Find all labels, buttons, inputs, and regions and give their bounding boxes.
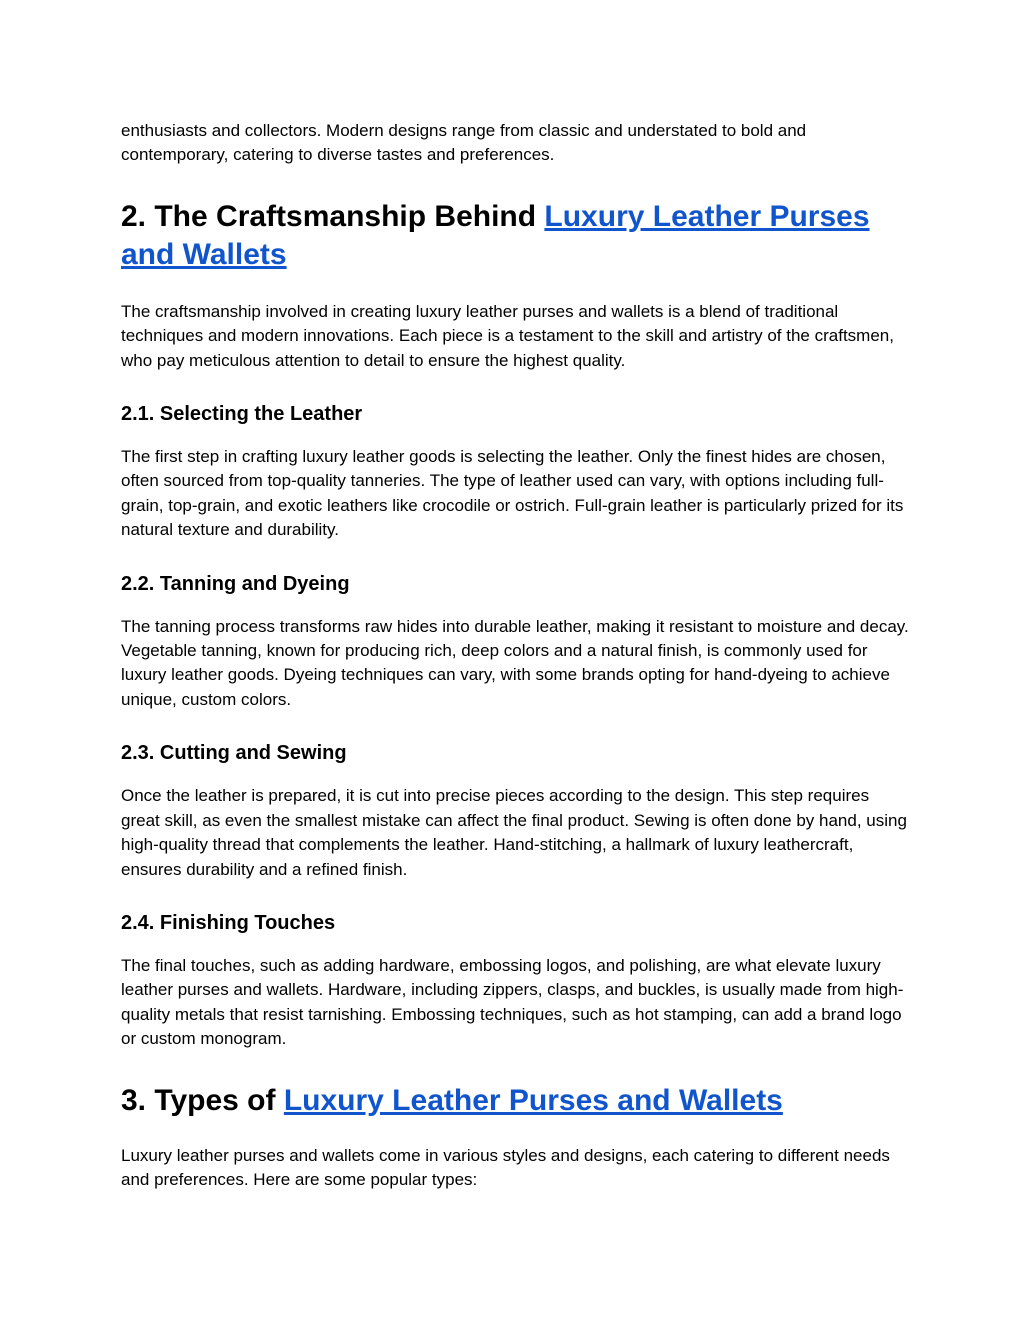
section-3-heading-prefix: 3. Types of: [121, 1083, 284, 1117]
subsection-2-1-heading: 2.1. Selecting the Leather: [121, 403, 363, 426]
subsection-2-2-heading: 2.2. Tanning and Dyeing: [121, 572, 350, 595]
section-3-heading: [121, 1082, 911, 1120]
subsection-2-3-heading: 2.3. Cutting and Sewing: [121, 742, 347, 765]
section-2-heading-prefix: 2. The Craftsmanship Behind: [121, 199, 545, 233]
subsection-2-1-paragraph: The first step in crafting luxury leather goods is selecting the leather. Only the finest hides are chosen, often sourced from top-quality tanneries. The type of leather used can vary, with options including full-grain, top-grain, and exotic leathers like crocodile or ostrich. Full-grain leather is particularly prized for its natural texture and durability.: [121, 447, 904, 540]
section-3-heading-link[interactable]: Luxury Leather Purses and Wallets: [283, 1083, 783, 1117]
section-2-heading-link[interactable]: Luxury Leather Purses and Wallets: [121, 199, 870, 271]
intro-paragraph: enthusiasts and collectors. Modern designs range from classic and understated to bold and contemporary, catering to diverse tastes and preferences.: [121, 121, 807, 165]
subsection-2-4-heading: 2.4. Finishing Touches: [121, 911, 336, 934]
subsection-2-3-paragraph: Once the leather is prepared, it is cut into precise pieces according to the design. This step requires great skill, as even the smallest mistake can affect the final product. Sewing is often done by hand, using high-quality thread that complements the leather. Hand-stitching, a hallmark of luxury leathercraft, ensures durability and a refined finish.: [121, 786, 907, 879]
subsection-2-2-paragraph: The tanning process transforms raw hides into durable leather, making it resistant to moisture and decay. Vegetable tanning, known for producing rich, deep colors and a natural finish, is commonly used for luxury leather goods. Dyeing techniques can vary, with some brands opting for hand-dyeing to achieve unique, custom colors.: [121, 616, 909, 709]
section-3-paragraph: Luxury leather purses and wallets come in various styles and designs, each catering to different needs and preferences. Here are some popular types:: [121, 1145, 890, 1189]
subsection-2-4-paragraph: The final touches, such as adding hardware, embossing logos, and polishing, are what elevate luxury leather purses and wallets. Hardware, including zippers, clasps, and buckles, is usually made from high-quality metals that resist tarnishing. Embossing techniques, such as hot stamping, can add a brand logo or custom monogram.: [121, 955, 904, 1049]
section-2-paragraph: The craftsmanship involved in creating luxury leather purses and wallets is a blend of traditional techniques and modern innovations. Each piece is a testament to the skill and artistry of the craftsmen, who pay meticulous attention to detail to ensure the highest quality.: [121, 301, 894, 370]
document-page: [121, 119, 911, 1192]
section-2-heading: [121, 198, 911, 274]
